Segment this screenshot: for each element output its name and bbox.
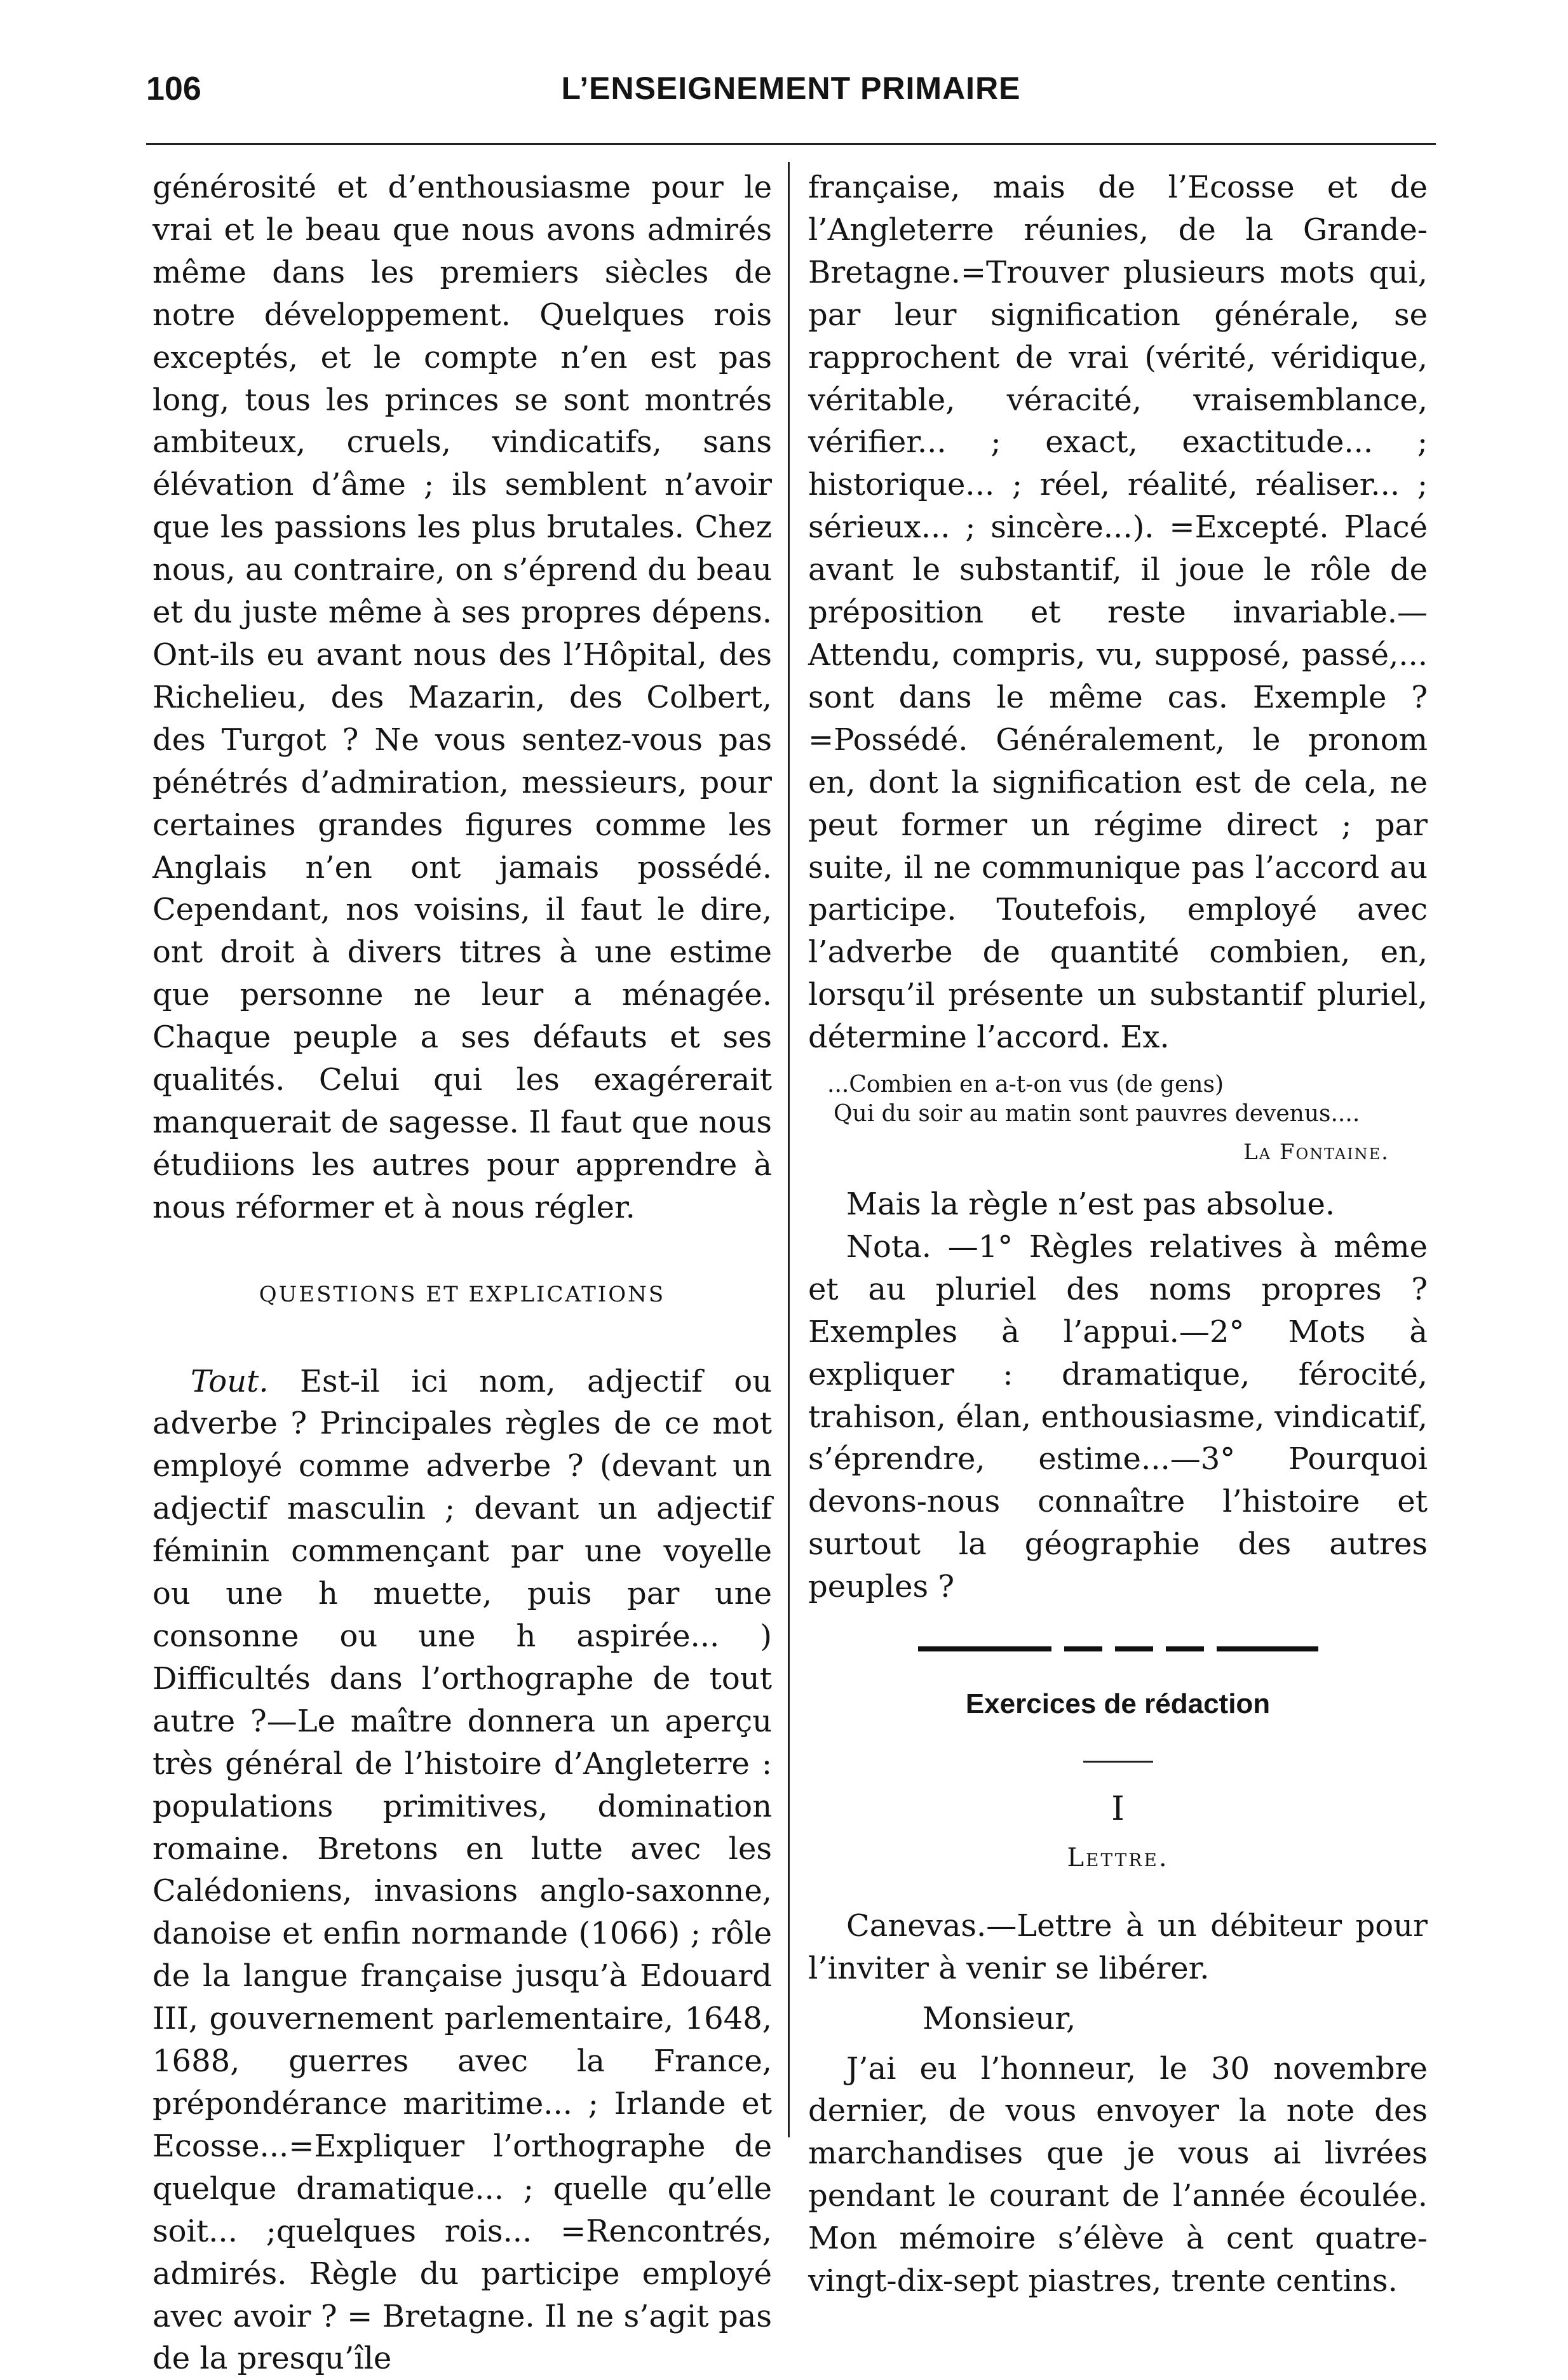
- ornament-divider: [918, 1646, 1318, 1651]
- questions-paragraph: [152, 1361, 772, 2380]
- questions-text: Est-il ici nom, adjectif ou adverbe ? Principales règles de ce mot employé comme adverbe ? (devant un adjectif masculin ; devant un adjectif féminin commençant par une voyelle ou une h muette, puis par une consonne ou une h aspirée... ) Difficultés dans l’orthographe de tout autre ?—Le maître donnera un aperçu très général de l’histoire d’Angleterre : populations primitives, domination romaine. Bretons en lutte avec les Calédoniens, invasions anglo-saxonne, danoise et enfin normande (1066) ; rôle de la langue française jusqu’à Edouard III, gouvernement parlementaire, 1648, 1688, guerres avec la France, prépondérance maritime... ; Irlande et Ecosse...=Expliquer l’orthographe de quelque dramatique... ; quelle qu’elle soit... ;quelques rois... =Rencontrés, admirés. Règle du participe employé avec avoir ? = Bretagne. Il ne s’agit pas de la presqu’île: [152, 1363, 772, 2377]
- page-number: 106: [146, 71, 201, 107]
- canevas-paragraph: Canevas.—Lettre à un débiteur pour l’inviter à venir se libérer.: [808, 1907, 1428, 1986]
- page-header: [146, 70, 1436, 127]
- letter-body: J’ai eu l’honneur, le 30 novembre dernier, de vous envoyer la note des marchandises que je vous ai livrées pendant le courant de l’année écoulée. Mon mémoire s’élève à cent quatre-vingt-dix-sept piastres, trente centins.: [808, 2050, 1428, 2299]
- quote-line: ...Combien en a-t-on vus (de gens): [827, 1072, 1224, 1098]
- short-rule: [1083, 1761, 1153, 1763]
- exercise-title: Exercices de rédaction: [965, 1688, 1271, 1720]
- quote-line: Qui du soir au matin sont pauvres devenus....: [834, 1101, 1360, 1127]
- roman-numeral: I: [1111, 1790, 1125, 1828]
- nota-paragraph: Nota. —1° Règles relatives à même et au pluriel des noms propres ? Exemples à l’appui.—2° Mots à expliquer : dramatique, férocité, trahison, élan, enthousiasme, vindicatif, s’éprendre, estime...—3° Pourquoi devons-nous connaître l’histoire et surtout la géographie des autres peuples ?: [808, 1228, 1428, 1605]
- column-divider: [788, 162, 790, 2137]
- quote-author: La Fontaine.: [1243, 1140, 1389, 1166]
- lead-word: Tout.: [191, 1363, 269, 1399]
- header-rule: [146, 143, 1436, 145]
- section-heading: QUESTIONS ET EXPLICATIONS: [259, 1281, 666, 1307]
- salutation: Monsieur,: [923, 2000, 1076, 2036]
- left-column: [152, 166, 772, 2380]
- verse-quote: [808, 1070, 1428, 1167]
- running-head: L’ENSEIGNEMENT PRIMAIRE: [561, 71, 1021, 106]
- exercise-subtitle: Lettre.: [1067, 1843, 1169, 1872]
- body-paragraph: française, mais de l’Ecosse et de l’Angleterre réunies, de la Grande-Bretagne.=Trouver plusieurs mots qui, par leur signification générale, se rapprochent de vrai (vérité, véridique, véritable, véracité, vraisemblance, vérifier... ; exact, exactitude... ; historique... ; réel, réalité, réaliser... ; sérieux... ; sincère...). =Excepté. Placé avant le substantif, il joue le rôle de préposition et reste invariable.— Attendu, compris, vu, supposé, passé,... sont dans le même cas. Exemple ?=Possédé. Généralement, le pronom en, dont la signification est de cela, ne peut former un régime direct ; par suite, il ne communique pas l’accord au participe. Toutefois, employé avec l’adverbe de quantité combien, en, lorsqu’il présente un substantif pluriel, détermine l’accord. Ex.: [808, 170, 1428, 1056]
- body-paragraph: générosité et d’enthousiasme pour le vrai et le beau que nous avons admirés même dans les premiers siècles de notre développement. Quelques rois exceptés, et le compte n’en est pas long, tous les princes se sont montrés ambiteux, cruels, vindicatifs, sans élévation d’âme ; ils semblent n’avoir que les passions les plus brutales. Chez nous, au contraire, on s’éprend du beau et du juste même à ses propres dépens. Ont-ils eu avant nous des l’Hôpital, des Richelieu, des Mazarin, des Colbert, des Turgot ? Ne vous sentez-vous pas pénétrés d’admiration, messieurs, pour certaines grandes figures comme les Anglais n’en ont jamais possédé. Cependant, nos voisins, il faut le dire, ont droit à divers titres à une estime que personne ne leur a ménagée. Chaque peuple a ses défauts et ses qualités. Celui qui les exagérerait manquerait de sagesse. Il faut que nous étudiions les autres pour apprendre à nous réformer et à nous régler.: [152, 170, 772, 1225]
- right-column: [808, 166, 1428, 2303]
- body-paragraph: Mais la règle n’est pas absolue.: [846, 1187, 1335, 1223]
